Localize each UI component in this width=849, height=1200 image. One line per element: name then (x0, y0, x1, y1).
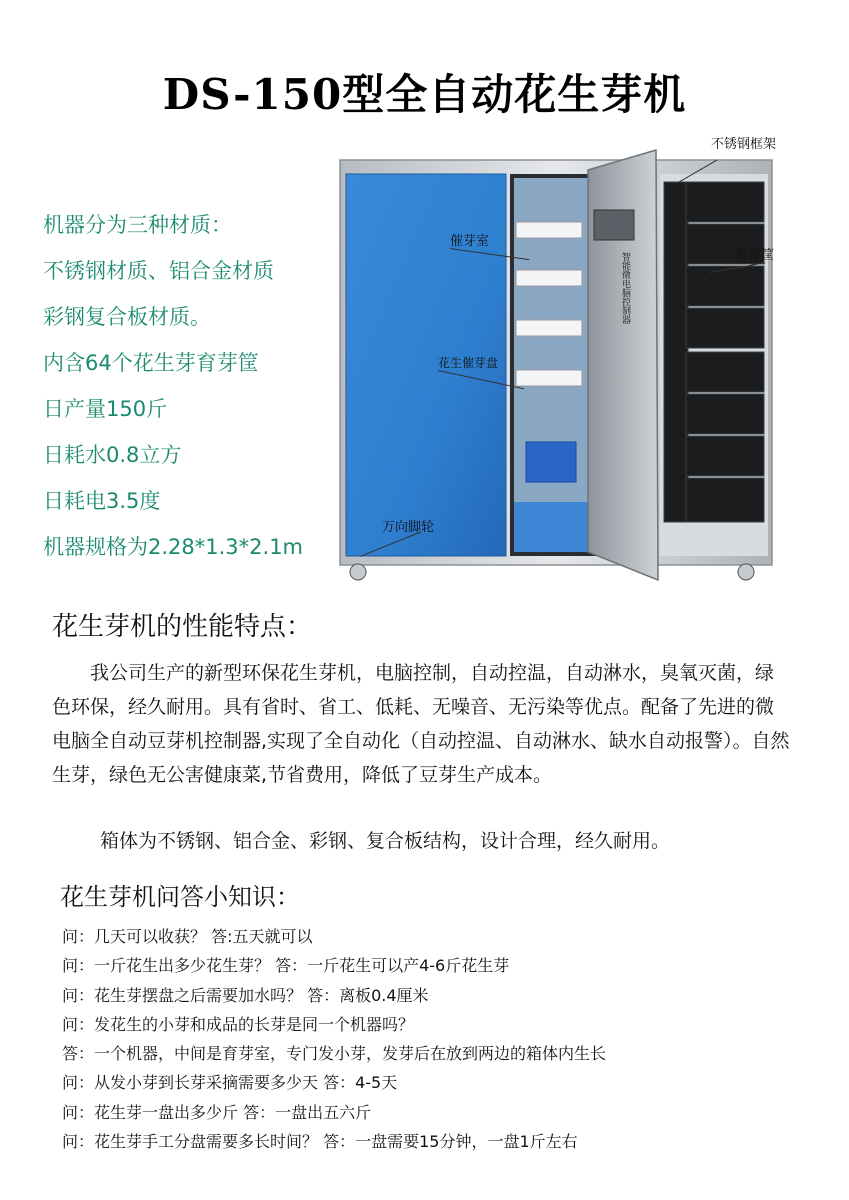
water-tank (526, 442, 576, 482)
features-paragraph: 我公司生产的新型环保花生芽机，电脑控制，自动控温，自动淋水，臭氧灭菌，绿色环保，经久耐用。具有省时、省工、低耗、无噪音、无污染等优点。配备了先进的微电脑全自动豆芽机控制器,实现了全自动化（自动控温、自动淋水、缺水自动报警）。自然生芽，绿色无公害健康菜,节省费用，降低了豆芽生产成本。 (52, 662, 790, 786)
callout-frame: 不锈钢框架 (711, 137, 777, 152)
features-paragraph: 箱体为不锈钢、铝合金、彩钢、复合板结构，设计合理，经久耐用。 (100, 830, 671, 852)
spec-line: 不锈钢材质、铝合金材质 (43, 259, 274, 283)
qa-line: 问：从发小芽到长芽采摘需要多少天 答：4-5天 (62, 1073, 398, 1093)
callout-wheel: 万向脚轮 (382, 520, 435, 535)
features-heading: 花生芽机的性能特点： (52, 612, 313, 642)
spec-line: 彩钢复合板材质。 (43, 305, 211, 329)
spec-line: 机器分为三种材质： (43, 213, 232, 237)
spec-line: 内含64个花生芽育芽筐 (43, 351, 259, 375)
callout-tray: 花生催芽盘 (438, 356, 499, 370)
controller-box (594, 210, 634, 240)
qa-line: 问：一斤花生出多少花生芽？ 答：一斤花生可以产4-6斤花生芽 (62, 956, 510, 976)
basket-stack (664, 182, 764, 522)
machine-photo (338, 137, 778, 587)
spec-line: 日耗水0.8立方 (43, 443, 182, 467)
callout-controller: 智能微电脑控制器 (620, 252, 630, 324)
caster-wheels (350, 564, 754, 580)
qa-line: 问：几天可以收获？ 答:五天就可以 (62, 927, 313, 946)
qa-list (62, 922, 802, 1156)
spec-line: 日耗电3.5度 (43, 489, 161, 513)
qa-line: 问：发花生的小芽和成品的长芽是同一个机器吗？ (62, 1014, 415, 1034)
qa-line: 问：花生芽摆盘之后需要加水吗？ 答：离板0.4厘米 (62, 985, 429, 1005)
qa-line: 答：一个机器，中间是育芽室，专门发小芽，发芽后在放到两边的箱体内生长 (62, 1044, 607, 1064)
callout-chamber: 催芽室 (450, 234, 490, 249)
qa-heading: 花生芽机问答小知识： (60, 883, 300, 911)
page-title: DS-150型全自动花生芽机 (162, 70, 687, 119)
callout-basket: 育芽筐 (734, 248, 774, 263)
spec-list (43, 202, 343, 570)
qa-line: 问：花生芽一盘出多少斤 答：一盘出五六斤 (62, 1102, 372, 1122)
spec-line: 机器规格为2.28*1.3*2.1m (43, 535, 304, 559)
spec-line: 日产量150斤 (43, 397, 168, 421)
qa-line: 问：花生芽手工分盘需要多长时间？ 答：一盘需要15分钟，一盘1斤左右 (62, 1132, 578, 1152)
